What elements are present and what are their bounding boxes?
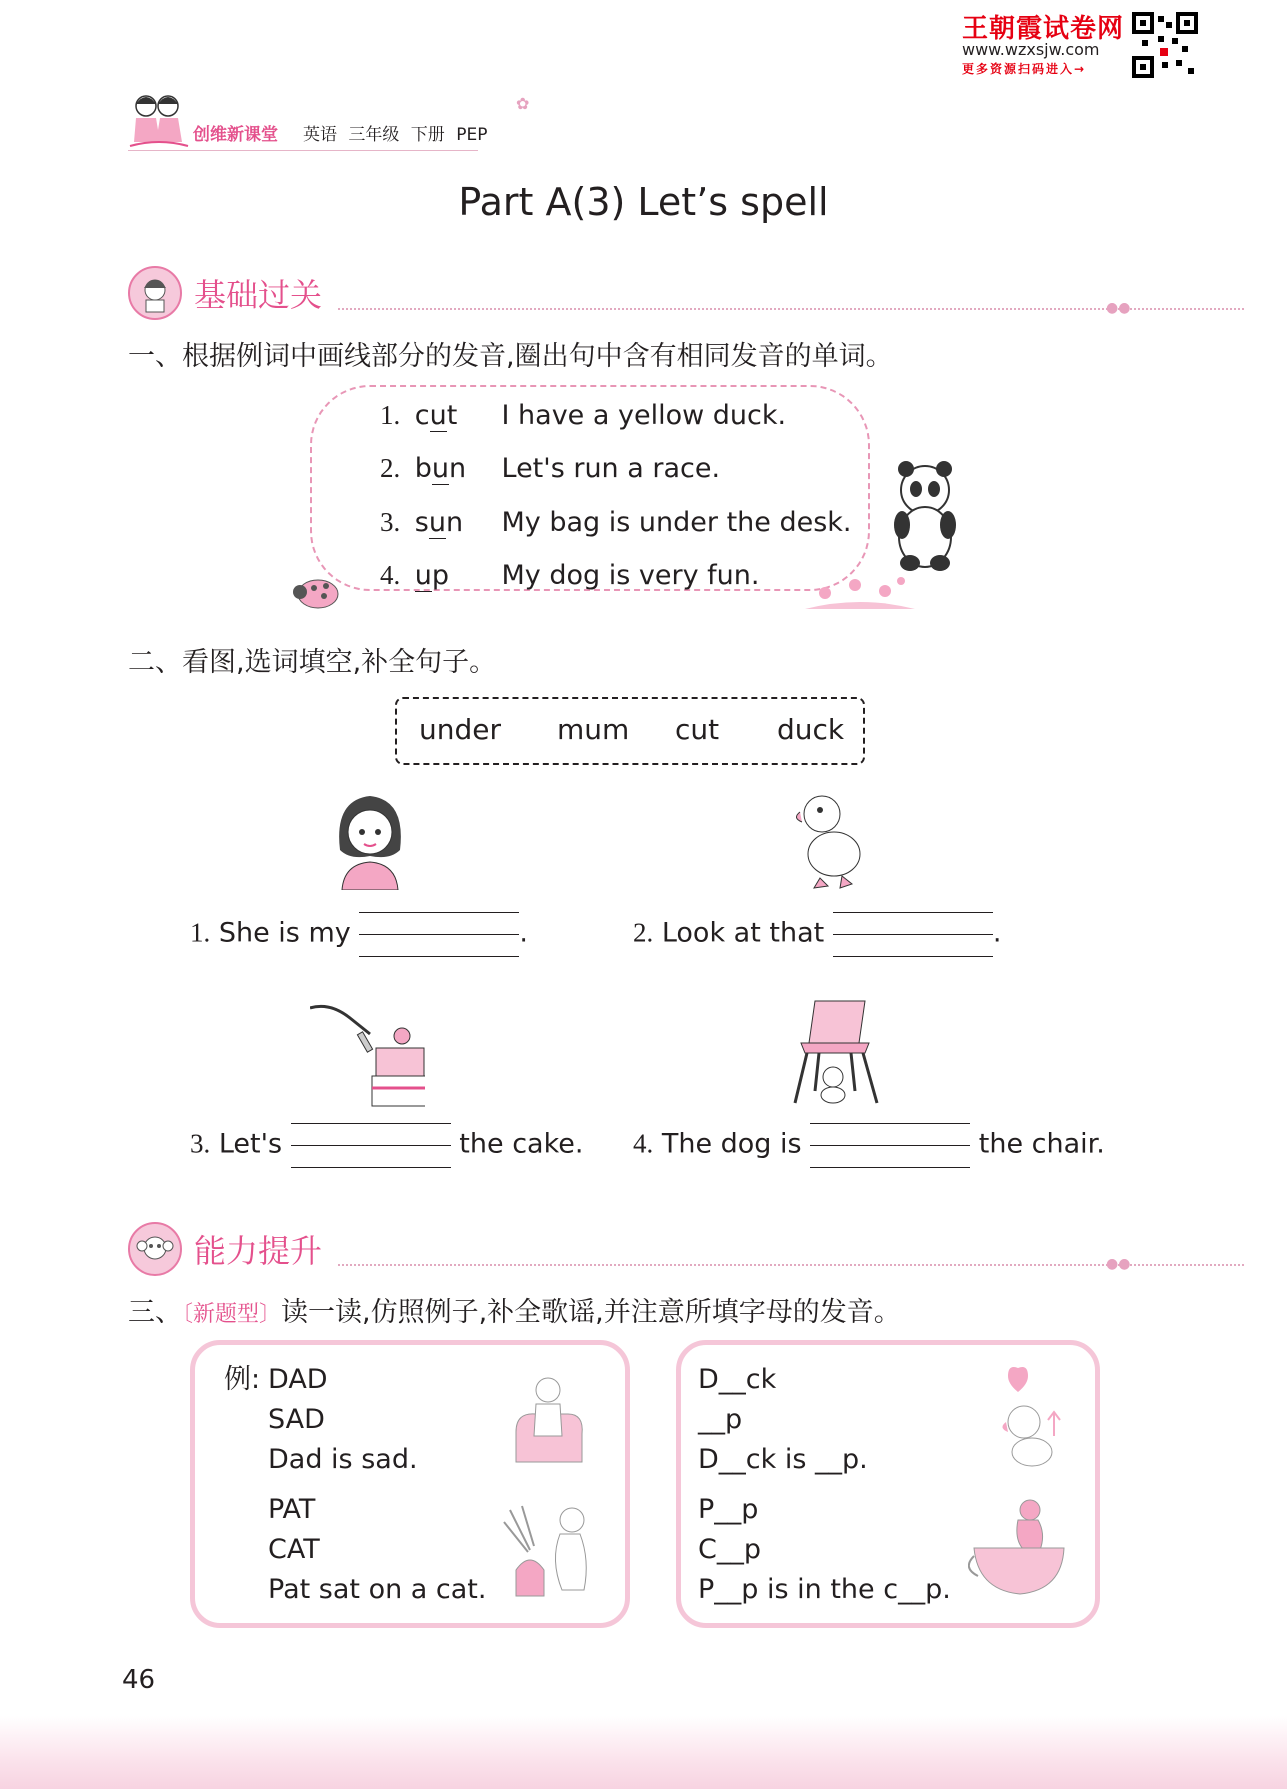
duck-picture <box>790 788 870 893</box>
q2-text-after: the chair. <box>978 1128 1105 1160</box>
task-line[interactable]: D__ck <box>698 1364 777 1395</box>
q2-text-before: She is my <box>218 917 351 949</box>
q3-heading: 读一读,仿照例子,补全歌谣,并注意所填字母的发音。 <box>281 1297 901 1328</box>
dots-decor-icon: ●● <box>1106 1256 1131 1272</box>
q3-prefix: 三、 <box>128 1297 182 1328</box>
q1-sentence[interactable]: I have a yellow duck. <box>501 400 787 431</box>
cake-picture <box>310 998 425 1108</box>
task-line[interactable]: P__p <box>698 1494 759 1525</box>
q2-heading: 二、看图,选词填空,补全句子。 <box>128 647 497 678</box>
q1-item-1 <box>380 400 786 431</box>
chair-dog-picture <box>785 995 885 1105</box>
dots-decor-icon: ●● <box>1106 300 1131 316</box>
section-basic-title: 基础过关 <box>194 276 323 314</box>
example-line: Pat sat on a cat. <box>268 1574 487 1605</box>
q2-text-after: the cake. <box>459 1128 584 1160</box>
answer-blank[interactable] <box>833 904 993 964</box>
q1-num: 3. <box>380 507 401 537</box>
section-advanced-header <box>128 1218 1131 1278</box>
new-type-tag: 〔新题型〕 <box>182 1302 282 1327</box>
q1-example-word: cut <box>414 400 458 431</box>
q1-num: 4. <box>380 560 401 590</box>
task-line[interactable]: P__p is in the c__p. <box>698 1574 951 1605</box>
q1-heading: 一、根据例词中画线部分的发音,圈出句中含有相同发音的单词。 <box>128 341 893 372</box>
header-divider <box>128 150 478 151</box>
q1-sentence[interactable]: My dog is very fun. <box>501 560 760 591</box>
section-advanced-title: 能力提升 <box>194 1232 323 1270</box>
task-line[interactable]: D__ck is __p. <box>698 1444 868 1475</box>
q3-heading-row <box>128 1290 901 1329</box>
q2-num: 2. <box>633 917 654 948</box>
page-number: 46 <box>122 1665 156 1695</box>
footer-band <box>0 1716 1287 1789</box>
pat-cat-picture <box>500 1500 592 1600</box>
word-option[interactable]: cut <box>675 713 720 746</box>
answer-blank[interactable] <box>810 1115 970 1175</box>
dad-sofa-picture <box>508 1372 588 1468</box>
q2-num: 3. <box>190 1128 211 1159</box>
q2-text-before: The dog is <box>661 1128 802 1160</box>
q2-item-2 <box>633 904 1001 964</box>
watermark-title: 王朝霞试卷网 <box>962 14 1125 44</box>
q2-num: 4. <box>633 1128 654 1159</box>
q2-word-box <box>395 697 865 765</box>
answer-blank[interactable] <box>359 904 519 964</box>
q1-sentence[interactable]: Let's run a race. <box>501 453 721 484</box>
word-option[interactable]: mum <box>557 713 630 746</box>
q2-item-1 <box>190 904 528 964</box>
q1-item-2 <box>380 453 720 484</box>
girl-badge-icon <box>128 266 182 320</box>
watermark-sub: 更多资源扫码进入→ <box>962 62 1087 76</box>
flower-decor-icon: ✿ <box>516 94 530 113</box>
q2-num: 1. <box>190 917 211 948</box>
q1-example-word: sun <box>414 507 464 538</box>
q2-text-before: Let's <box>218 1128 283 1160</box>
q2-item-3 <box>190 1115 583 1175</box>
watermark-url: www.wzxsjw.com <box>962 40 1100 59</box>
example-line: Dad is sad. <box>268 1444 418 1475</box>
example-line: DAD <box>268 1364 328 1395</box>
panda-icon <box>880 455 970 575</box>
word-option[interactable]: under <box>419 713 502 746</box>
q1-example-word: bun <box>414 453 467 484</box>
q2-item-4 <box>633 1115 1105 1175</box>
answer-blank[interactable] <box>291 1115 451 1175</box>
children-logo-icon <box>126 88 192 154</box>
q1-num: 1. <box>380 400 401 430</box>
pup-in-cup-picture <box>968 1490 1072 1600</box>
q1-num: 2. <box>380 453 401 483</box>
brand-name: 创维新课堂 <box>193 125 278 145</box>
example-label: 例: <box>224 1364 261 1395</box>
qr-code-icon <box>1132 12 1198 78</box>
word-option[interactable]: duck <box>777 713 845 746</box>
duck-heart-picture <box>988 1362 1068 1472</box>
q2-text-after: . <box>992 917 1002 949</box>
q1-item-4 <box>380 560 759 591</box>
q2-text-after: . <box>519 917 528 949</box>
q2-text-before: Look at that <box>661 917 825 949</box>
q1-example-word: up <box>414 560 450 591</box>
flowers-decor-icon <box>805 575 915 611</box>
mum-picture <box>330 790 410 890</box>
q1-item-3 <box>380 507 852 538</box>
ladybug-icon <box>290 572 342 612</box>
page-title: Part A(3) Let’s spell <box>458 180 829 224</box>
task-line[interactable]: C__p <box>698 1534 761 1565</box>
monkey-badge-icon <box>128 1222 182 1276</box>
example-line: SAD <box>268 1404 325 1435</box>
example-line: CAT <box>268 1534 320 1565</box>
section-basic-header <box>128 262 1131 322</box>
example-line: PAT <box>268 1494 316 1525</box>
q1-sentence[interactable]: My bag is under the desk. <box>501 507 852 538</box>
task-line[interactable]: __p <box>698 1404 743 1435</box>
book-info: 英语 三年级 下册 PEP <box>303 125 488 145</box>
